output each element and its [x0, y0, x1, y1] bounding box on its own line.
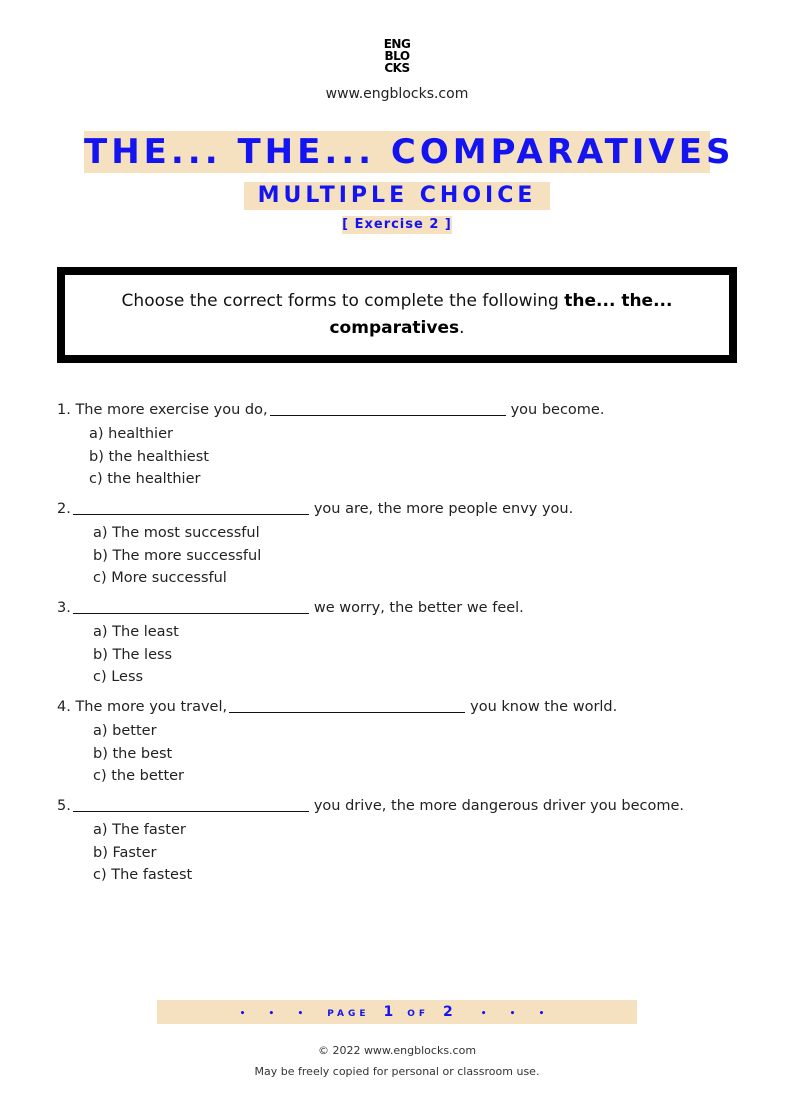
site-url: www.engblocks.com — [325, 86, 469, 102]
question — [57, 401, 604, 418]
instruction-text-part: Choose the correct forms to complete the following — [121, 291, 565, 311]
question — [57, 698, 617, 715]
answer-blank[interactable] — [73, 797, 309, 812]
answer-blank[interactable] — [270, 401, 506, 416]
option[interactable]: b) The less — [93, 647, 173, 663]
instruction-bold: the... the... — [564, 291, 673, 311]
page-title: THE... THE... COMPARATIVES — [84, 132, 735, 172]
copyright: © 2022 www.engblocks.com — [317, 1044, 477, 1057]
question-prefix: 1. The more exercise you do, — [57, 402, 268, 418]
engblocks-logo — [0, 38, 794, 74]
page-label: PAGE — [327, 1009, 370, 1019]
usage-note: May be freely copied for personal or classroom use. — [254, 1065, 540, 1078]
question — [57, 599, 524, 616]
option[interactable]: b) Faster — [93, 845, 157, 861]
of-label: OF — [407, 1009, 430, 1019]
question-suffix: you drive, the more dangerous driver you become. — [313, 798, 684, 814]
option[interactable]: c) The fastest — [93, 867, 193, 883]
question-prefix: 2. — [57, 501, 71, 517]
answer-blank[interactable] — [73, 500, 309, 515]
instruction-bold: comparatives — [329, 318, 460, 338]
option[interactable]: a) The faster — [93, 822, 186, 838]
option[interactable]: b) the healthiest — [89, 449, 209, 465]
option[interactable]: c) the healthier — [89, 471, 201, 487]
question-suffix: you are, the more people envy you. — [313, 501, 574, 517]
question-suffix: we worry, the better we feel. — [313, 600, 524, 616]
exercise-label: [ Exercise 2 ] — [342, 217, 452, 232]
option[interactable]: c) Less — [93, 669, 144, 685]
question-prefix: 5. — [57, 798, 71, 814]
question — [57, 500, 573, 517]
option[interactable]: c) More successful — [93, 570, 227, 586]
option[interactable]: b) The more successful — [93, 548, 262, 564]
answer-blank[interactable] — [73, 599, 309, 614]
question — [57, 797, 684, 814]
logo-line: BLO — [384, 49, 410, 63]
question-prefix: 4. The more you travel, — [57, 699, 228, 715]
option[interactable]: a) better — [93, 723, 157, 739]
option[interactable]: a) The most successful — [93, 525, 260, 541]
answer-blank[interactable] — [229, 698, 465, 713]
instruction-text-part: . — [459, 318, 465, 338]
instruction-box — [57, 267, 737, 363]
option[interactable]: a) healthier — [89, 426, 173, 442]
page-total: 2 — [443, 1004, 453, 1020]
page-number: 1 — [383, 1004, 394, 1020]
logo-line: ENG — [383, 37, 411, 51]
logo-line: CKS — [384, 61, 410, 75]
option[interactable]: c) the better — [93, 768, 185, 784]
question-suffix: you become. — [510, 402, 605, 418]
dots-decoration: • • • — [480, 1009, 555, 1019]
page-indicator — [157, 1000, 637, 1024]
question-suffix: you know the world. — [470, 699, 618, 715]
instruction-text — [97, 288, 697, 342]
option[interactable]: b) the best — [93, 746, 173, 762]
dots-decoration: • • • — [239, 1009, 314, 1019]
page-subtitle: MULTIPLE CHOICE — [244, 182, 550, 210]
option[interactable]: a) The least — [93, 624, 179, 640]
question-prefix: 3. — [57, 600, 71, 616]
